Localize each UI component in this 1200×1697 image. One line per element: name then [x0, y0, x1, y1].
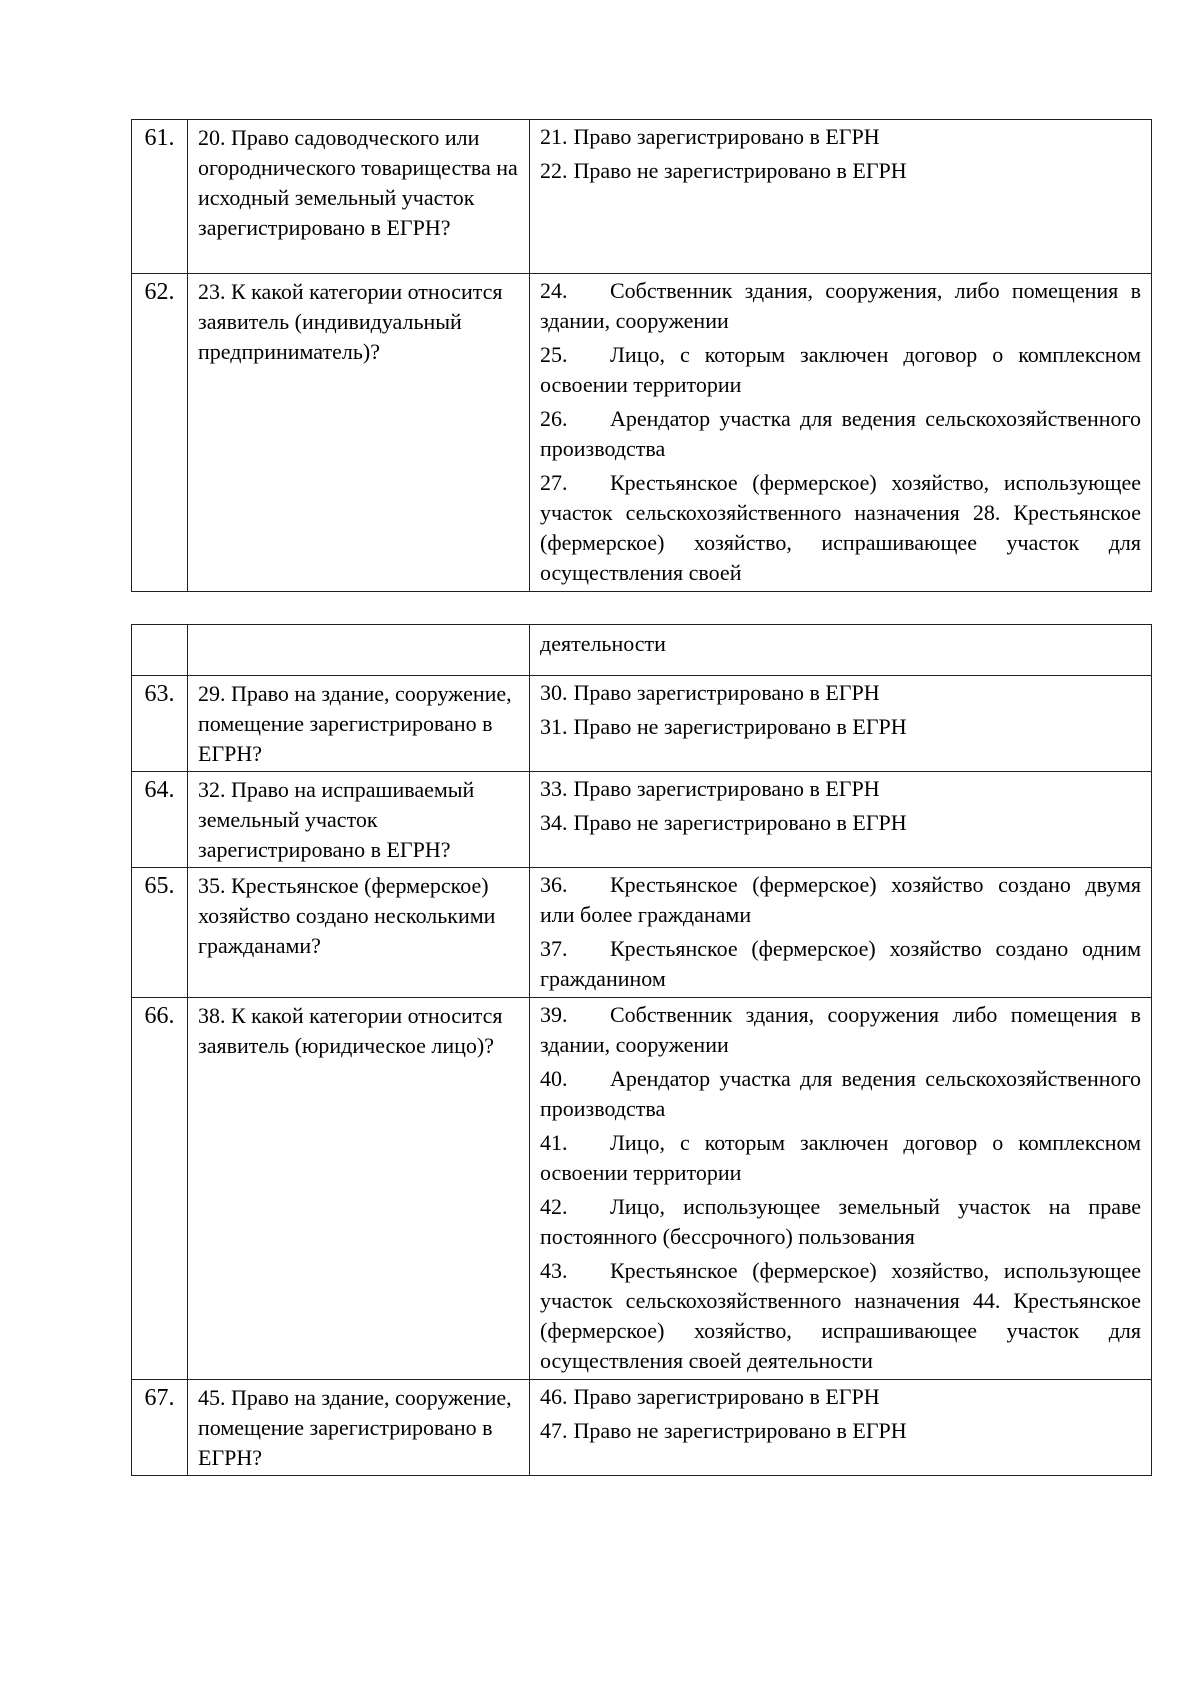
questions-table-part-2	[131, 624, 1152, 1476]
question-cell	[188, 625, 530, 676]
table-row	[132, 676, 1152, 772]
answer-option: 24. Собственник здания, сооружения, либо помещения в здании, сооружении	[540, 278, 1141, 333]
answers-cell	[530, 625, 1152, 676]
answer-option: 26. Арендатор участка для ведения сельскохозяйственного производства	[540, 406, 1141, 461]
answer-option: 46. Право зарегистрировано в ЕГРН	[540, 1384, 880, 1409]
row-number: 62.	[144, 279, 175, 305]
answer-option: 47. Право не зарегистрировано в ЕГРН	[540, 1418, 907, 1443]
answers-cell	[530, 120, 1152, 274]
row-number: 66.	[144, 1003, 175, 1029]
row-number-cell	[132, 998, 188, 1380]
answer-option: 21. Право зарегистрировано в ЕГРН	[540, 124, 880, 149]
answers-cell	[530, 772, 1152, 868]
row-number-cell	[132, 1380, 188, 1476]
table-row	[132, 772, 1152, 868]
answer-option: 30. Право зарегистрировано в ЕГРН	[540, 680, 880, 705]
table-row-continuation	[132, 625, 1152, 676]
question-text: 38. К какой категории относится заявитель (юридическое лицо)?	[198, 1003, 503, 1058]
row-number-cell	[132, 625, 188, 676]
row-number-cell	[132, 772, 188, 868]
table-row	[132, 1380, 1152, 1476]
question-cell	[188, 998, 530, 1380]
row-number: 63.	[144, 681, 175, 707]
row-number: 64.	[144, 777, 175, 803]
question-text: 29. Право на здание, сооружение, помещение зарегистрировано в ЕГРН?	[198, 681, 512, 766]
table-row	[132, 120, 1152, 274]
answers-cell	[530, 274, 1152, 592]
question-text: 32. Право на испрашиваемый земельный участок зарегистрировано в ЕГРН?	[198, 777, 475, 862]
row-number-cell	[132, 868, 188, 998]
question-text: 23. К какой категории относится заявитель (индивидуальный предприниматель)?	[198, 279, 503, 364]
answers-cell	[530, 868, 1152, 998]
row-number: 67.	[144, 1385, 175, 1411]
answer-option: 33. Право зарегистрировано в ЕГРН	[540, 776, 880, 801]
answer-option: 22. Право не зарегистрировано в ЕГРН	[540, 158, 907, 183]
continuation-text: деятельности	[540, 631, 666, 656]
answer-option: 42. Лицо, использующее земельный участок на праве постоянного (бессрочного) пользования	[540, 1194, 1141, 1249]
answer-option: 34. Право не зарегистрировано в ЕГРН	[540, 810, 907, 835]
answer-option: 37. Крестьянское (фермерское) хозяйство создано одним гражданином	[540, 936, 1141, 991]
question-cell	[188, 676, 530, 772]
question-cell	[188, 120, 530, 274]
question-text: 20. Право садоводческого или огороднического товарищества на исходный земельный участок зарегистрировано в ЕГРН?	[198, 125, 518, 240]
answers-cell	[530, 1380, 1152, 1476]
answers-cell	[530, 676, 1152, 772]
table-row	[132, 998, 1152, 1380]
question-cell	[188, 772, 530, 868]
question-cell	[188, 1380, 530, 1476]
answer-option: 27. Крестьянское (фермерское) хозяйство, использующее участок сельскохозяйственного назначения 28. Крестьянское (фермерское) хозяйство, испрашивающее участок для осуществления своей	[540, 470, 1141, 585]
table-row	[132, 868, 1152, 998]
answer-option: 41. Лицо, с которым заключен договор о комплексном освоении территории	[540, 1130, 1141, 1185]
answer-option: 39. Собственник здания, сооружения либо помещения в здании, сооружении	[540, 1002, 1141, 1057]
answer-option: 40. Арендатор участка для ведения сельскохозяйственного производства	[540, 1066, 1141, 1121]
answer-option: 31. Право не зарегистрировано в ЕГРН	[540, 714, 907, 739]
row-number: 65.	[144, 873, 175, 899]
row-number-cell	[132, 120, 188, 274]
table-row	[132, 274, 1152, 592]
question-text: 35. Крестьянское (фермерское) хозяйство создано несколькими гражданами?	[198, 873, 496, 958]
question-cell	[188, 868, 530, 998]
answer-option: 43. Крестьянское (фермерское) хозяйство, использующее участок сельскохозяйственного назначения 44. Крестьянское (фермерское) хозяйство, испрашивающее участок для осуществления своей деятельности	[540, 1258, 1141, 1373]
row-number-cell	[132, 274, 188, 592]
question-text: 45. Право на здание, сооружение, помещение зарегистрировано в ЕГРН?	[198, 1385, 512, 1470]
row-number-cell	[132, 676, 188, 772]
question-cell	[188, 274, 530, 592]
answer-option: 36. Крестьянское (фермерское) хозяйство создано двумя или более гражданами	[540, 872, 1141, 927]
row-number: 61.	[144, 125, 175, 151]
answers-cell	[530, 998, 1152, 1380]
questions-table-part-1	[131, 119, 1152, 592]
answer-option: 25. Лицо, с которым заключен договор о комплексном освоении территории	[540, 342, 1141, 397]
